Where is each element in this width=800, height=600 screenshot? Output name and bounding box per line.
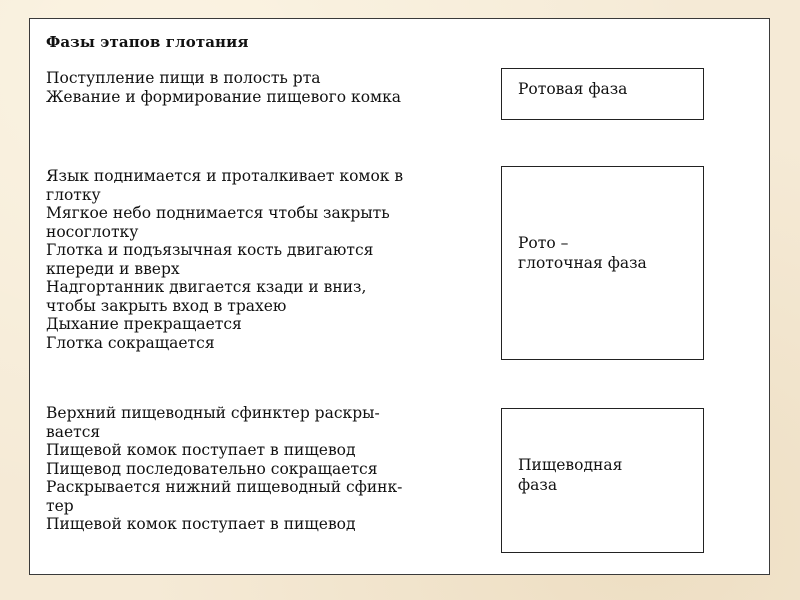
step-line: тер bbox=[46, 496, 74, 515]
step-line: Глотка и подъязычная кость двигаются bbox=[46, 241, 374, 259]
phase-label: фаза bbox=[518, 476, 558, 494]
oropharyngeal-phase-steps bbox=[46, 167, 494, 352]
phase-label: Ротовая фаза bbox=[518, 80, 628, 98]
step-line: Мягкое небо поднимается чтобы закрыть bbox=[46, 204, 390, 222]
oropharyngeal-phase-box bbox=[501, 166, 704, 360]
esophageal-phase-box bbox=[501, 408, 704, 553]
step-line: Надгортанник двигается кзади и вниз, bbox=[46, 278, 367, 296]
step-line: Пищевой комок поступает в пищевод bbox=[46, 515, 356, 533]
phase-label: Пищеводная bbox=[518, 456, 623, 474]
step-line: чтобы закрыть вход в трахею bbox=[46, 296, 287, 315]
slide-frame bbox=[29, 18, 770, 575]
step-line: вается bbox=[46, 422, 101, 441]
step-line: глотку bbox=[46, 185, 101, 204]
step-line: Жевание и формирование пищевого комка bbox=[46, 87, 402, 106]
esophageal-phase-steps bbox=[46, 404, 494, 534]
step-line: Пищевод последовательно сокращается bbox=[46, 459, 378, 478]
step-line: кпереди и вверх bbox=[46, 259, 180, 278]
step-line: Раскрывается нижний пищеводный сфинк- bbox=[46, 478, 403, 496]
step-line: носоглотку bbox=[46, 222, 139, 241]
oral-phase-steps bbox=[46, 69, 494, 106]
step-line: Дыхание прекращается bbox=[46, 315, 242, 333]
phase-label: Рото – bbox=[518, 234, 569, 252]
step-line: Верхний пищеводный сфинктер раскры- bbox=[46, 404, 380, 422]
oral-phase-box bbox=[501, 68, 704, 120]
step-line: Поступление пищи в полость рта bbox=[46, 69, 321, 87]
step-line: Глотка сокращается bbox=[46, 333, 215, 352]
diagram-title: Фазы этапов глотания bbox=[46, 33, 249, 51]
step-line: Язык поднимается и проталкивает комок в bbox=[46, 167, 404, 185]
phase-label: глоточная фаза bbox=[518, 254, 647, 272]
step-line: Пищевой комок поступает в пищевод bbox=[46, 441, 356, 459]
